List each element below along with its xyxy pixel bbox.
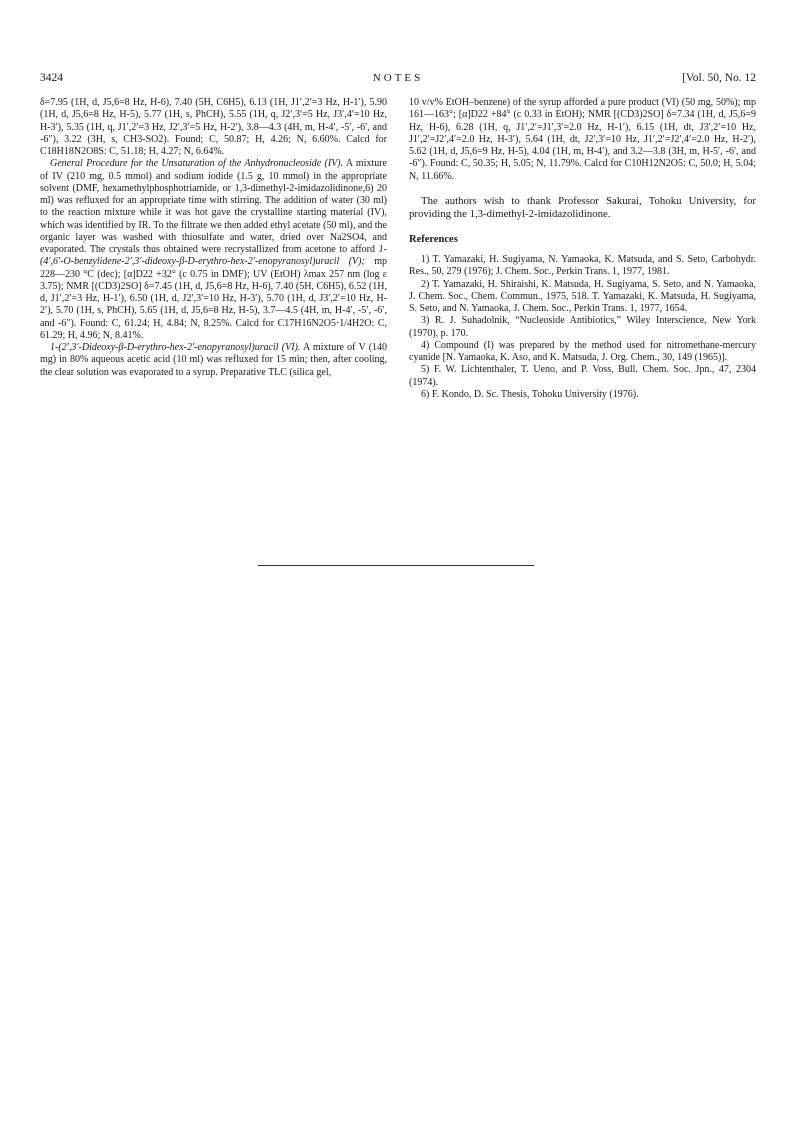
journal-volume: [Vol. 50, No. 12 bbox=[682, 72, 756, 84]
acknowledgment: The authors wish to thank Professor Sakurai, Tohoku University, for providing the 1,3-dimethyl-2-imidazolidinone. bbox=[409, 194, 756, 221]
compound-vi-paragraph bbox=[40, 342, 387, 379]
procedure-body: A mixture of IV (210 mg, 0.5 mmol) and sodium iodide (1.5 g, 10 mmol) in the appropriate solvent (DMF, hexamethylphosphotriamide, or 1,3-dimethyl-2-imidazolidinone,6) 20 ml) was refluxed for an appropriate time with stirring. The addition of water (30 ml) to the reaction mixture while it was hot gave the crystalline starting material (IV), which was identified by IR. To the filtrate we then added ethyl acetate (50 ml), and the organic layer was washed with thiosulfate and water, dried over Na2SO4, and evaporated. The crystals thus obtained were recrystallized from acetone to afford bbox=[40, 158, 387, 255]
reference-item: 4) Compound (I) was prepared by the method used for nitromethane-mercury cyanide [N. Yamaoka, K. Aso, and K. Matsuda, J. Org. Chem., 30, 149 (1965)]. bbox=[409, 339, 756, 363]
right-column bbox=[409, 97, 756, 401]
running-header bbox=[40, 72, 756, 88]
section-title: NOTES bbox=[372, 72, 424, 84]
nmr-data-paragraph: δ=7.95 (1H, d, J5,6=8 Hz, H-6), 7.40 (5H, C6H5), 6.13 (1H, J1′,2′=3 Hz, H-1′), 5.90 (1H, d, J5,6=8 Hz, H-5), 5.77 (1H, s, PhCH), 5.55 (1H, q, J2′,3′=5 Hz, J3′,4′=10 Hz, H-3′), 5.35 (1H, q, J1′,2′=3 Hz, J2′,3′=5 Hz, H-2′), 3.8—4.3 (4H, m, H-4′, -5′, -6′, and -6″), 3.22 (3H, s, CH3-SO2). Found; C, 50.87; H, 4.26; N, 6.60%. Calcd for C18H18N2O8S: C, 51.18; H, 4.27; N, 6.64%. bbox=[40, 97, 387, 157]
left-column bbox=[40, 97, 387, 379]
end-rule bbox=[258, 565, 534, 566]
reference-item: 1) T. Yamazaki, H. Sugiyama, N. Yamaoka, K. Matsuda, and S. Seto, Carbohydr. Res., 50, 279 (1976); J. Chem. Soc., Perkin Trans. 1, 1977, 1981. bbox=[409, 254, 756, 278]
reference-list bbox=[409, 254, 756, 401]
reference-item: 5) F. W. Lichtenthaler, T. Ueno, and P. Voss, Bull. Chem. Soc. Jpn., 47, 2304 (1974). bbox=[409, 364, 756, 388]
reference-item: 2) T. Yamazaki, H. Shiraishi, K. Matsuda, H. Sugiyama, S. Seto, and N. Yamaoka, J. Chem. Soc., Chem. Commun., 1975, 518. T. Yamazaki, K. Matsuda, H. Sugiyama, S. Seto, and N. Yamaoka, J. Chem. Soc., Perkin Trans. 1, 1977, 1654. bbox=[409, 278, 756, 314]
reference-item: 6) F. Kondo, D. Sc. Thesis, Tohoku University (1976). bbox=[421, 388, 639, 400]
compound-v-name: 1-(4′,6′-O-benzylidene-2′,3′-dideoxy-β-D-erythro-hex-2′-enopyranosyl)uracil (V); bbox=[40, 244, 387, 268]
reference-item: 3) R. J. Suhadolnik, “Nucleoside Antibiotics,” Wiley Interscience, New York (1970), p. 170. bbox=[409, 315, 756, 339]
compound-vi-body: A mixture of V (140 mg) in 80% aqueous acetic acid (10 ml) was refluxed for 15 min; then, after cooling, the clear solution was evaporated to a syrup. Preparative TLC (silica gel, bbox=[40, 342, 388, 378]
general-procedure-paragraph bbox=[40, 158, 387, 342]
references-heading: References bbox=[409, 233, 458, 245]
procedure-heading: General Procedure for the Unsaturation of the Anhydronucleoside (IV). bbox=[50, 158, 344, 170]
compound-vi-heading: 1-(2′,3′-Dideoxy-β-D-erythro-hex-2′-enopyranosyl)uracil (VI). bbox=[50, 342, 301, 353]
compound-v-data: mp 228—230 °C (dec); [α]D22 +32° (c 0.75 in DMF); UV (EtOH) λmax 257 nm (log ε 3.75); NMR [(CD3)2SO] δ=7.45 (1H, d, J5,6=8 Hz, H-6), 7.40 (5H, C6H5), 6.52 (1H, d, J1′,2′=3 Hz, H-1′), 6.50 (1H, d, J2′,3′=10 Hz, H-3′), 5.70 (1H, d, J3′,2′=10 Hz, H-2′), 5.70 (1H, s, PhCH), 5.65 (1H, d, J5,6=8 Hz, H-5), 3.7—4.5 (4H, m, H-4′, -5′, -6′, and -6″). Found: C, 61.24; H, 4.84; N, 8.25%. Calcd for C17H16N2O5·1/4H2O: C, 61.29; H, 4.96; N, 8.41%. bbox=[40, 256, 387, 341]
page-number: 3424 bbox=[40, 72, 63, 84]
compound-vi-continuation: 10 v/v% EtOH–benzene) of the syrup afforded a pure product (VI) (50 mg, 50%); mp 161—163°; [α]D22 +84° (c 0.33 in EtOH); NMR [(CD3)2SO] δ=7.34 (1H, d, J5,6=9 Hz, H-6), 6.28 (1H, q, J1′,2′=J1′,3′=2.0 Hz, H-1′), 6.15 (1H, dt, J3′,2′=10 Hz, J1′,2′=J2′,4′=2.0 Hz, H-3′), 5.64 (1H, dt, J2′,3′=10 Hz, J1′,2′=J2′,4′=2.0 Hz, H-2′), 5.62 (1H, d, J5,6=9 Hz, H-5), 4.04 (1H, m, H-4′), and 3.2—3.8 (3H, m, H-5′, -6′, and -6″). Found: C, 50.35; H, 5.05; N, 11.79%. Calcd for C10H12N2O5: C, 50.0; H, 5.04; N, 11.66%. bbox=[409, 97, 756, 182]
